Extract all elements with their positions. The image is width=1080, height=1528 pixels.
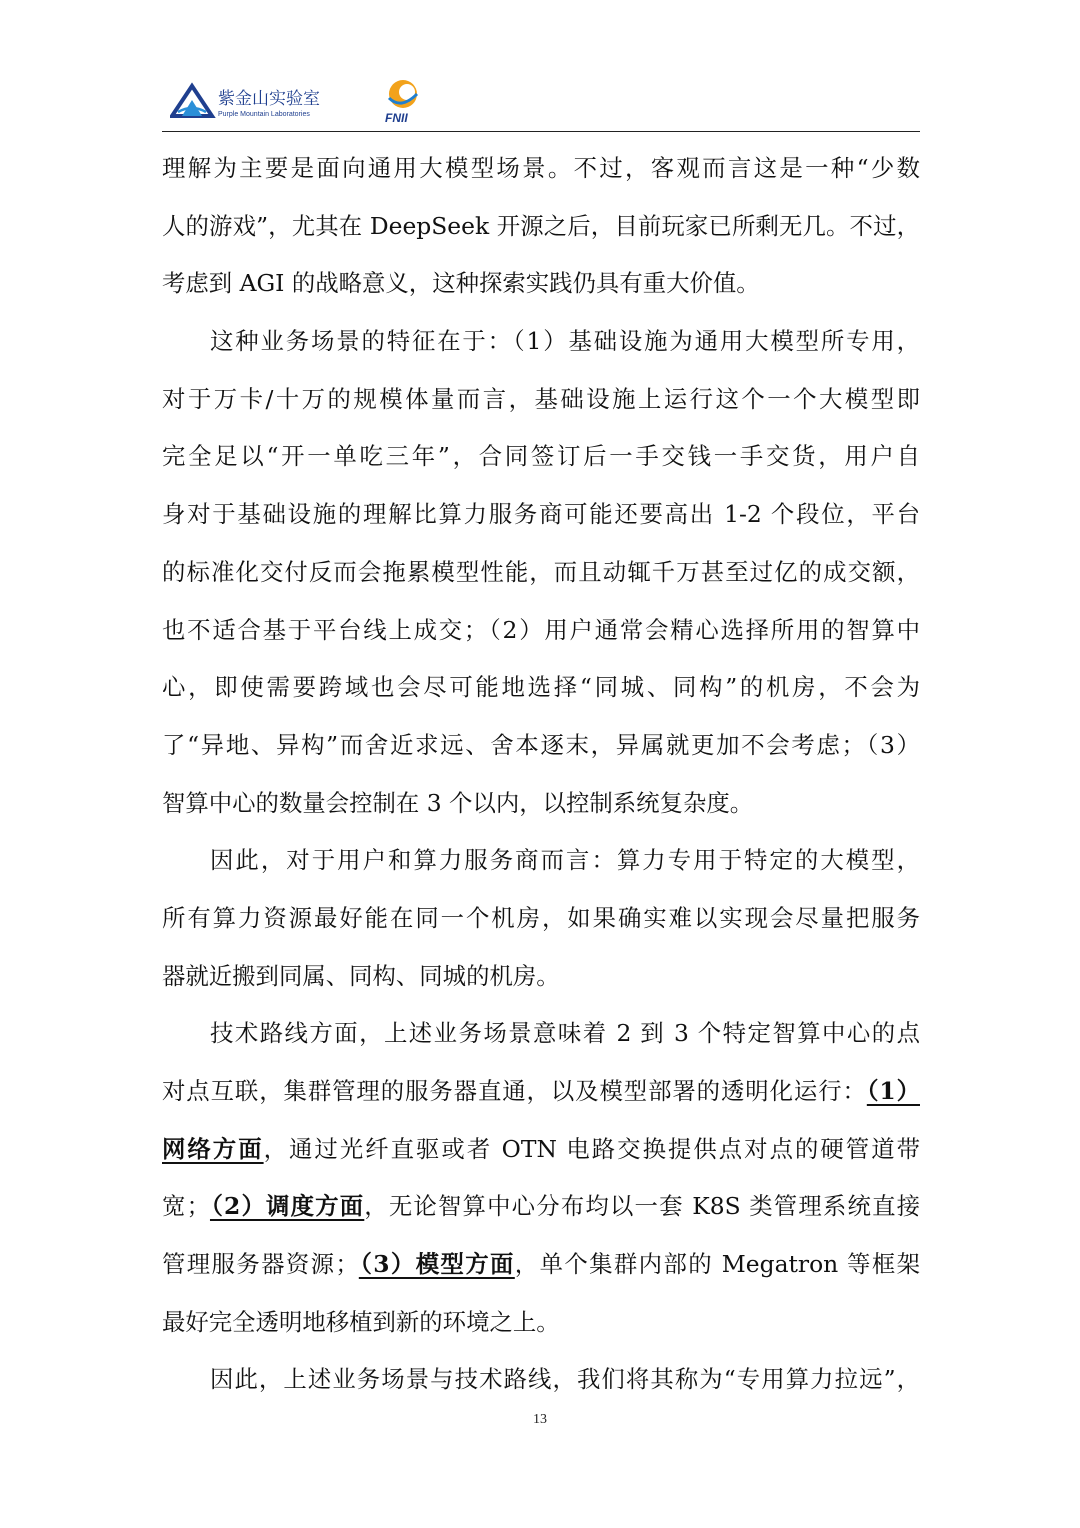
text-run: 人的游戏”，尤其在 DeepSeek 开源之后，目前玩家已所剩无几。不过， (162, 211, 920, 240)
text-line (162, 1351, 920, 1409)
text-line (162, 1063, 920, 1121)
text-run: 技术路线方面，上述业务场景意味着 2 到 3 个特定智算中心的点 (210, 1019, 920, 1048)
text-run: 所有算力资源最好能在同一个机房，如果确实难以实现会尽量把服务 (162, 903, 920, 932)
document-body (162, 140, 920, 1409)
text-line (162, 890, 920, 948)
text-line (162, 313, 920, 371)
text-line (162, 198, 920, 256)
text-line (162, 486, 920, 544)
text-line (162, 659, 920, 717)
text-run: 考虑到 AGI 的战略意义，这种探索实践仍具有重大价值。 (162, 269, 760, 298)
text-run: 的标准化交付反而会拖累模型性能，而且动辄千万甚至过亿的成交额， (162, 557, 920, 586)
text-line (162, 1294, 920, 1352)
pml-logo-name-en: Purple Mountain Laboratories (218, 111, 310, 118)
text-run: 因此，上述业务场景与技术路线，我们将其称为“专用算力拉远”， (210, 1365, 920, 1394)
text-line (162, 717, 920, 775)
text-line (162, 1236, 920, 1294)
emphasis-run: （2）调度方面 (209, 1192, 365, 1221)
text-run: 管理服务器资源； (162, 1250, 359, 1279)
text-line (162, 1005, 920, 1063)
text-run: ，通过光纤直驱或者 OTN 电路交换提供点对点的硬管道带 (263, 1134, 920, 1163)
text-run: 对于万卡/十万的规模体量而言，基础设施上运行这个一个大模型即 (162, 384, 920, 413)
text-run: 器就近搬到同属、同构、同城的机房。 (162, 961, 560, 990)
fnii-logo (375, 76, 431, 126)
text-line (162, 1178, 920, 1236)
text-run: 心，即使需要跨域也会尽可能地选择“同城、同构”的机房，不会为 (162, 673, 920, 702)
pml-logo-name-cn: 紫金山实验室 (218, 89, 320, 109)
text-run: 也不适合基于平台线上成交；（2）用户通常会精心选择所用的智算中 (162, 615, 920, 644)
emphasis-run: （3）模型方面 (358, 1250, 515, 1279)
text-line (162, 775, 920, 833)
emphasis-run: （1） (866, 1077, 920, 1105)
page-number: 13 (533, 1412, 547, 1427)
purple-mountain-laboratories-logo (170, 82, 370, 122)
fnii-logo-text: FNII (385, 111, 408, 125)
text-line (162, 371, 920, 429)
text-run: 因此，对于用户和算力服务商而言：算力专用于特定的大模型， (210, 846, 920, 875)
text-line (162, 140, 920, 198)
text-run: 理解为主要是面向通用大模型场景。不过，客观而言这是一种“少数 (162, 154, 920, 182)
text-line (162, 832, 920, 890)
text-line (162, 255, 920, 313)
text-run: 了“异地、异构”而舍近求远、舍本逐末，异属就更加不会考虑；（3） (162, 730, 920, 759)
text-run: 最好完全透明地移植到新的环境之上。 (162, 1307, 560, 1336)
text-run: ，无论智算中心分布均以一套 K8S 类管理系统直接 (364, 1192, 921, 1221)
emphasis-run: 网络方面 (162, 1134, 264, 1163)
text-line (162, 1121, 920, 1179)
header-rule (162, 131, 920, 132)
page-header (162, 72, 920, 132)
text-line (162, 544, 920, 602)
text-run: 智算中心的数量会控制在 3 个以内，以控制系统复杂度。 (162, 788, 754, 817)
text-line (162, 948, 920, 1006)
text-run: 这种业务场景的特征在于：（1）基础设施为通用大模型所专用， (210, 327, 920, 356)
text-line (162, 428, 920, 486)
text-run: 对点互联，集群管理的服务器直通，以及模型部署的透明化运行： (162, 1077, 867, 1105)
text-line (162, 602, 920, 660)
text-run: ，单个集群内部的 Megatron 等框架 (514, 1250, 920, 1279)
text-run: 宽； (162, 1192, 210, 1221)
text-run: 完全足以“开一单吃三年”，合同签订后一手交钱一手交货，用户自 (162, 442, 920, 471)
text-run: 身对于基础设施的理解比算力服务商可能还要高出 1-2 个段位，平台 (162, 500, 920, 529)
